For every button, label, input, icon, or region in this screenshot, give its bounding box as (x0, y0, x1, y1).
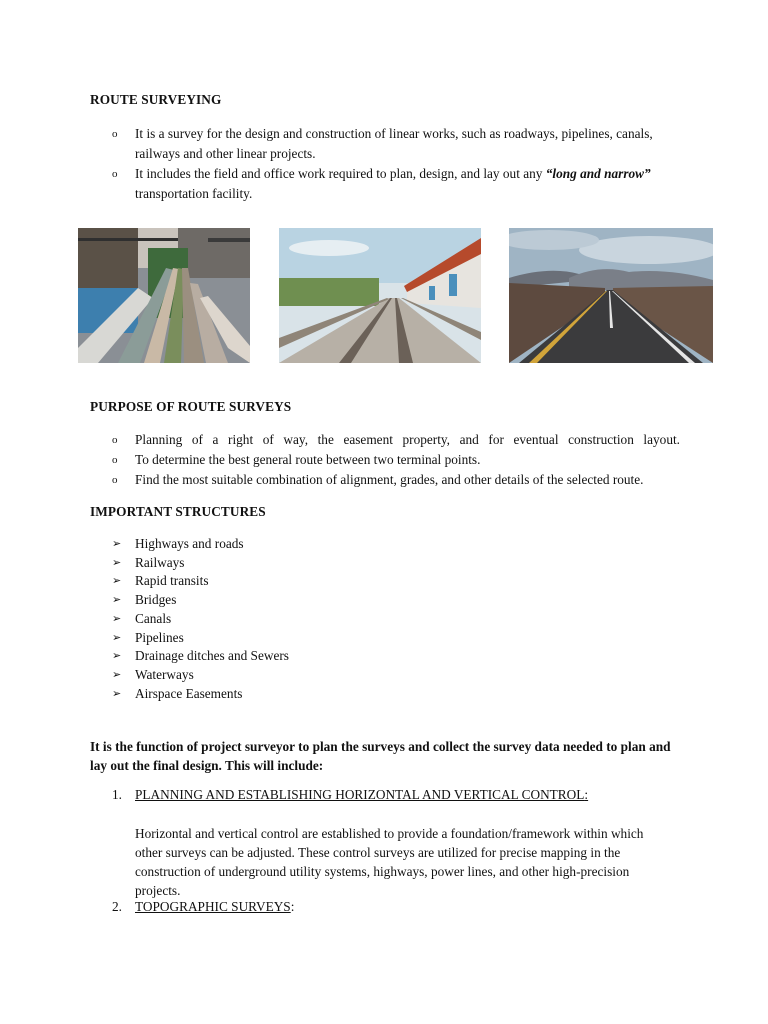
bullet-text: It includes the field and office work required to plan, design, and lay out any (135, 166, 543, 181)
bullet-circle-icon: o (112, 474, 118, 486)
list-item-text: Drainage ditches and Sewers (135, 648, 289, 664)
arrow-bullet-icon: ➢ (112, 668, 122, 681)
list-number: 2. (112, 899, 122, 914)
list-item-text: Rapid transits (135, 573, 209, 589)
list-item-text: Railways (135, 554, 185, 570)
emphasis-text: “long and narrow” (545, 166, 651, 181)
arrow-bullet-icon: ➢ (112, 556, 122, 569)
bullet-text: To determine the best general route between two terminal points. (135, 452, 481, 467)
arrow-bullet-icon: ➢ (112, 594, 122, 607)
control-paragraph: Horizontal and vertical control are established to provide a foundation/framework within which other surveys can be adjusted. These control surveys are utilized for precise mapping in the construction of underground utility systems, highways, power lines, and other high-precision projects. (135, 826, 644, 898)
numbered-list-continued (0, 899, 768, 915)
bullet-text-continued: transportation facility. (135, 186, 253, 201)
purpose-bullets (0, 430, 768, 490)
list-item-text: Bridges (135, 592, 177, 608)
function-paragraph: It is the function of project surveyor to plan the surveys and collect the survey data needed to plan and lay out the final design. This will include: (90, 739, 671, 773)
list-item (0, 591, 680, 610)
photo-row (0, 228, 768, 363)
arrow-bullet-icon: ➢ (112, 650, 122, 663)
route-surveying-bullets (0, 124, 768, 204)
list-item (0, 647, 680, 666)
list-item (0, 572, 680, 591)
list-item-text: Airspace Easements (135, 685, 243, 701)
list-item-text: Pipelines (135, 629, 184, 645)
list-item (0, 164, 680, 204)
section-title-suffix: : (584, 787, 589, 802)
structures-list (0, 535, 768, 703)
bullet-text: Find the most suitable combination of alignment, grades, and other details of the selected route. (135, 472, 644, 487)
bullet-text: Planning of a right of way, the easement property, and for eventual construction layout. (135, 432, 680, 447)
section-title: TOPOGRAPHIC SURVEYS (135, 899, 291, 914)
arrow-bullet-icon: ➢ (112, 631, 122, 644)
list-item (0, 450, 680, 470)
bullet-circle-icon: o (112, 454, 118, 466)
purpose-heading: PURPOSE OF ROUTE SURVEYS (90, 399, 292, 414)
road-photo (509, 228, 713, 363)
numbered-list (0, 787, 768, 803)
list-item (0, 554, 680, 573)
structures-heading: IMPORTANT STRUCTURES (90, 504, 266, 519)
arrow-bullet-icon: ➢ (112, 687, 122, 700)
list-item (0, 899, 665, 915)
list-item (0, 430, 680, 450)
arrow-bullet-icon: ➢ (112, 612, 122, 625)
section-title-suffix: : (290, 899, 295, 914)
route-surveying-heading: ROUTE SURVEYING (90, 92, 222, 107)
pipelines-photo (78, 228, 250, 363)
list-item (0, 470, 680, 490)
list-item (0, 629, 680, 648)
list-number: 1. (112, 787, 122, 802)
bullet-circle-icon: o (112, 168, 118, 180)
bullet-text: It is a survey for the design and construction of linear works, such as roadways, pipelines, canals, railways and other linear projects. (135, 126, 653, 161)
list-item (0, 535, 680, 554)
list-item (0, 666, 680, 685)
list-item (0, 787, 665, 803)
list-item (0, 610, 680, 629)
bullet-circle-icon: o (112, 128, 118, 140)
list-item (0, 124, 680, 164)
arrow-bullet-icon: ➢ (112, 538, 122, 550)
arrow-bullet-icon: ➢ (112, 575, 122, 588)
list-item-text: Highways and roads (135, 536, 244, 551)
list-item-text: Waterways (135, 666, 194, 682)
list-item-text: Canals (135, 610, 172, 626)
railway-photo (279, 228, 481, 363)
list-item (0, 685, 680, 704)
section-title: PLANNING AND ESTABLISHING HORIZONTAL AND VERTICAL CONTROL (135, 787, 585, 802)
bullet-circle-icon: o (112, 434, 118, 446)
